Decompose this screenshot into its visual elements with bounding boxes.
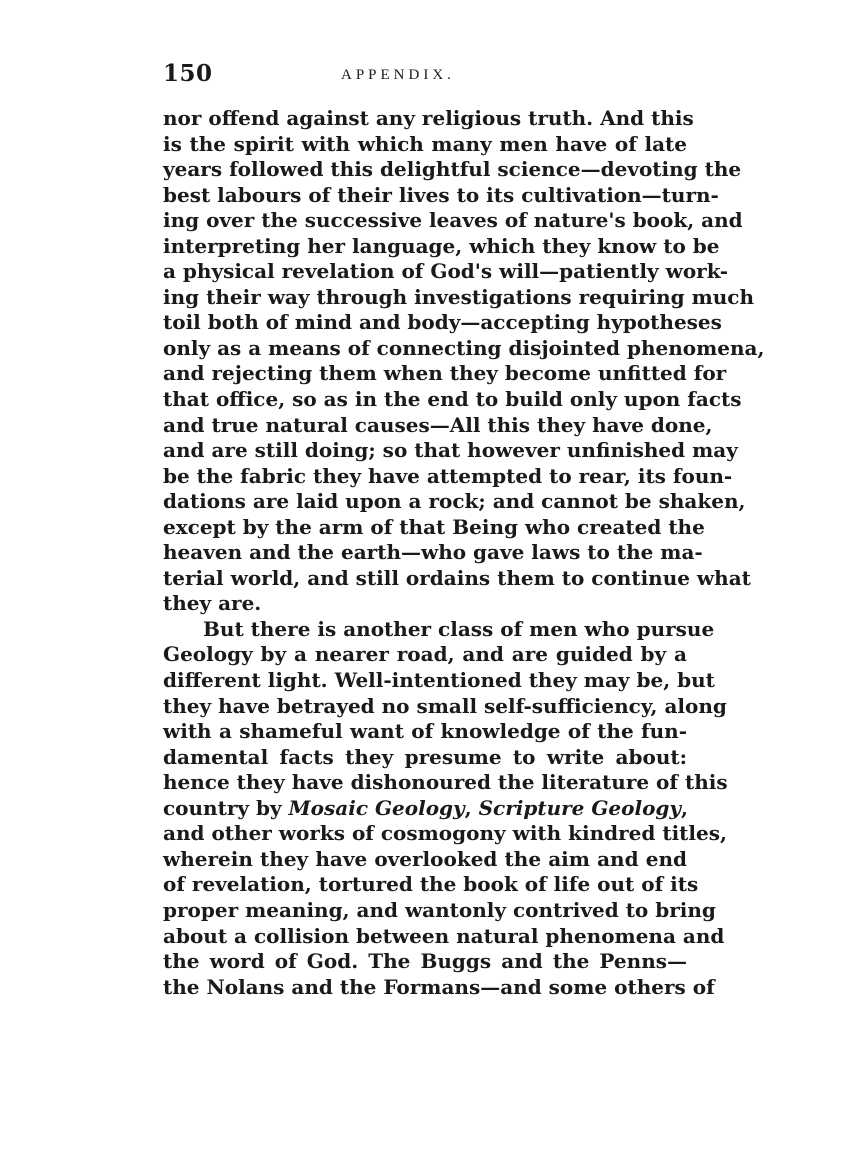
text-line: about a collision between natural phenomena and <box>163 923 725 948</box>
text-line: and true natural causes—All this they have done, <box>163 412 713 437</box>
text-line: toil both of mind and body—accepting hypotheses <box>163 310 722 335</box>
text-line: of revelation, tortured the book of life out of its <box>163 872 699 897</box>
text-line: heaven and the earth—who gave laws to the ma- <box>163 540 703 565</box>
running-head <box>163 58 693 94</box>
paragraph <box>163 106 765 617</box>
text-line: is the spirit with which many men have of late <box>163 131 687 156</box>
text-line: they have betrayed no small self-sufficiency, along <box>163 693 727 718</box>
text-line: they are. <box>163 591 262 616</box>
text-line: proper meaning, and wantonly contrived to bring <box>163 897 716 922</box>
text-segment: country by <box>163 795 289 820</box>
text-line: Geology by a nearer road, and are guided by a <box>163 642 687 667</box>
text-line: that office, so as in the end to build only upon facts <box>163 387 742 412</box>
text-line: terial world, and still ordains them to continue what <box>163 565 751 590</box>
text-line: only as a means of connecting disjointed phenomena, <box>163 335 765 360</box>
text-line: hence they have dishonoured the literature of this <box>163 770 728 795</box>
text-line: ing their way through investigations requiring much <box>163 284 755 309</box>
text-line: dations are laid upon a rock; and cannot be shaken, <box>163 489 746 514</box>
text-line: interpreting her language, which they know to be <box>163 233 720 258</box>
text-line: the word of God. The Buggs and the Penns— <box>163 949 687 974</box>
text-line: different light. Well-intentioned they may be, but <box>163 668 715 693</box>
text-line: nor offend against any religious truth. And this <box>163 106 694 130</box>
book-title-mosaic-geology: Mosaic Geology <box>288 795 465 820</box>
text-line: the Nolans and the Formans—and some others of <box>163 974 715 999</box>
text-line: years followed this delightful science—devoting the <box>163 157 742 182</box>
text-line: damental facts they presume to write about: <box>163 744 687 769</box>
book-title-scripture-geology: Scripture Geology <box>478 795 682 820</box>
text-line: wherein they have overlooked the aim and end <box>163 846 687 871</box>
text-line: and other works of cosmogony with kindred titles, <box>163 821 727 846</box>
text-line: and rejecting them when they become unfitted for <box>163 361 727 386</box>
text-line: except by the arm of that Being who created the <box>163 514 705 539</box>
text-segment: , <box>464 795 479 820</box>
text-line: best labours of their lives to its cultivation—turn- <box>163 182 719 207</box>
text-line: be the fabric they have attempted to rear, its foun- <box>163 463 733 488</box>
text-body <box>163 106 765 1000</box>
page-number: 150 <box>163 60 213 87</box>
text-line-with-titles <box>163 796 687 822</box>
text-segment: , <box>681 795 688 820</box>
running-title: APPENDIX. <box>341 67 455 83</box>
text-line: with a shameful want of knowledge of the fun- <box>163 719 687 744</box>
text-line: and are still doing; so that however unfinished may <box>163 438 738 463</box>
text-line: a physical revelation of God's will—patiently work- <box>163 259 729 284</box>
paragraph <box>163 616 728 1000</box>
text-line: ing over the successive leaves of nature's book, and <box>163 208 743 233</box>
text-line: But there is another class of men who pursue <box>203 616 715 641</box>
